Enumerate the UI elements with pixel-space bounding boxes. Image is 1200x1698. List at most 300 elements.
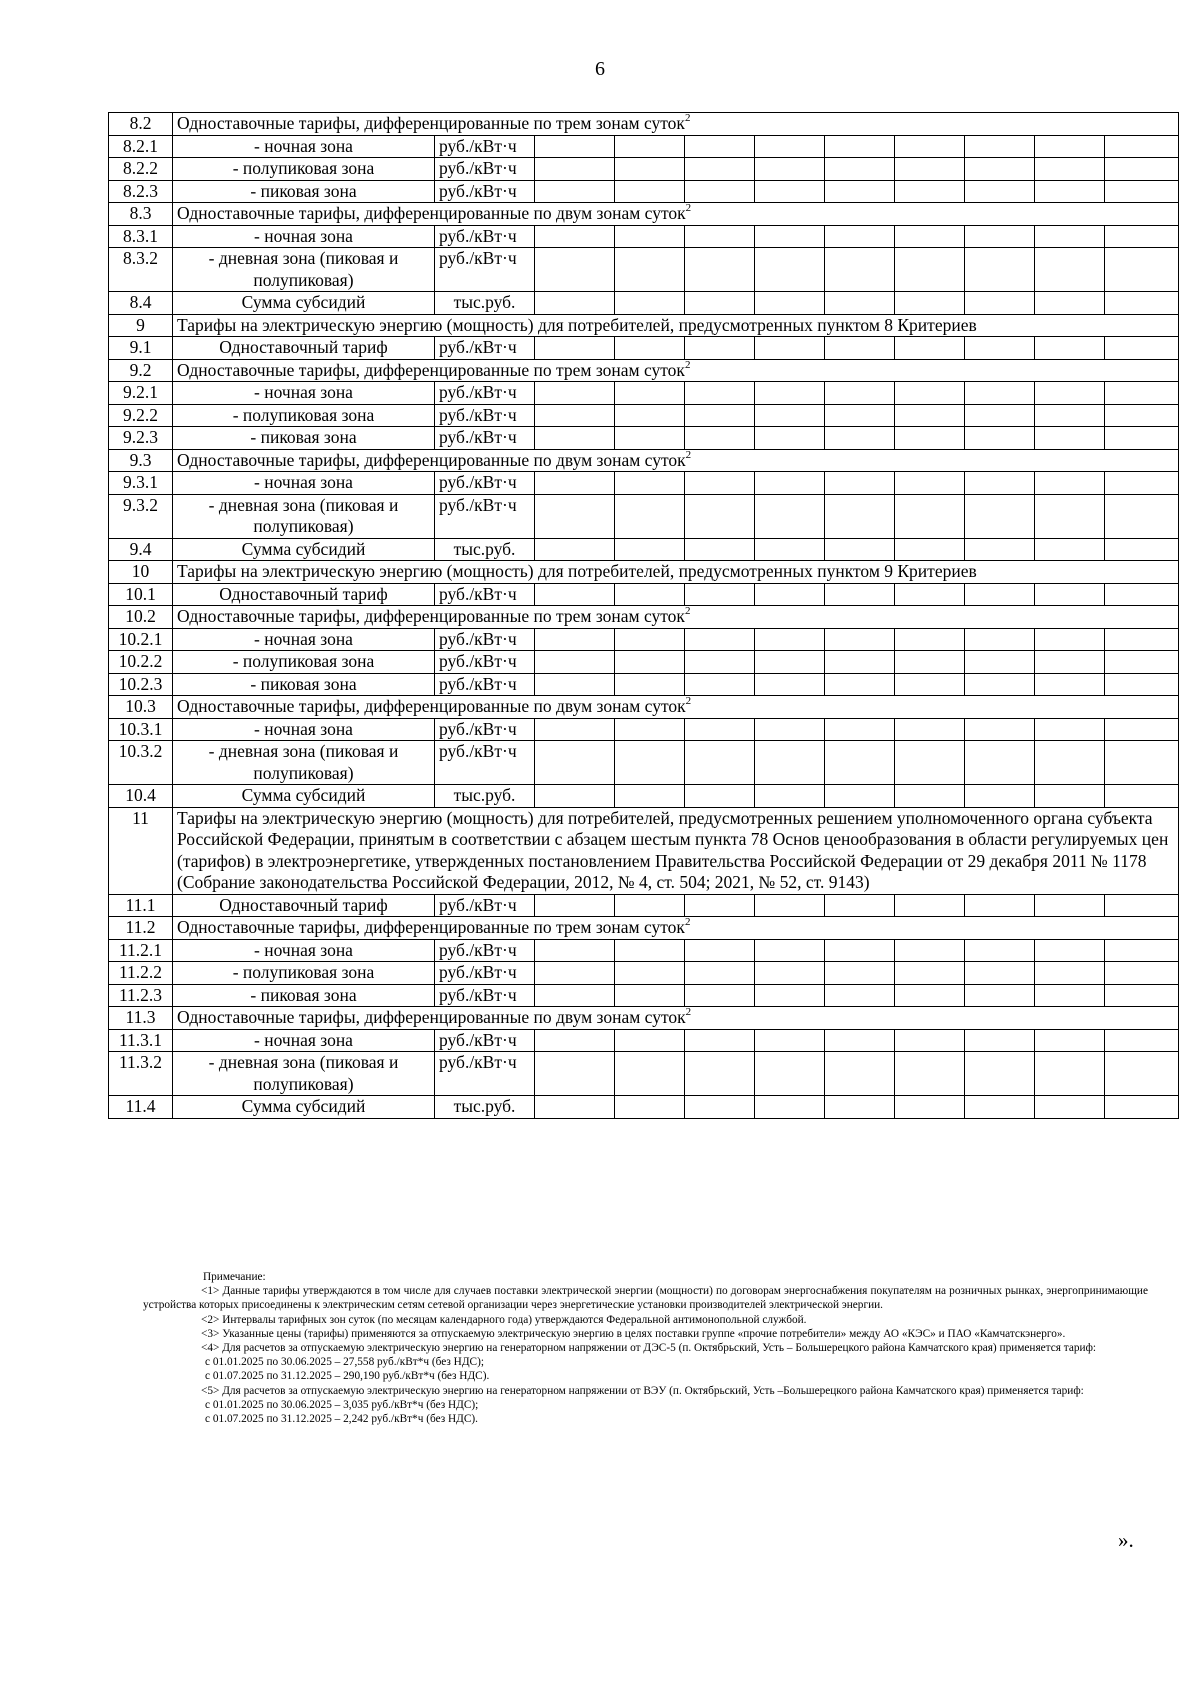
value-cell <box>755 628 825 651</box>
section-title <box>173 203 1179 226</box>
value-cell <box>1035 180 1105 203</box>
value-cell <box>535 180 615 203</box>
value-cell <box>535 962 615 985</box>
value-cell <box>825 939 895 962</box>
value-cell <box>825 962 895 985</box>
value-cell <box>755 962 825 985</box>
value-cell <box>1035 718 1105 741</box>
value-cell <box>685 718 755 741</box>
value-cell <box>615 741 685 785</box>
value-cell <box>535 248 615 292</box>
table-row <box>109 785 1179 808</box>
value-cell <box>1105 651 1179 674</box>
value-cell <box>825 292 895 315</box>
value-cell <box>965 894 1035 917</box>
value-cell <box>825 225 895 248</box>
value-cell <box>615 382 685 405</box>
section-row <box>109 1007 1179 1030</box>
value-cell <box>615 583 685 606</box>
indicator-name: - полупиковая зона <box>173 962 435 985</box>
indicator-name: - полупиковая зона <box>173 404 435 427</box>
note-5-period-1: с 01.01.2025 по 30.06.2025 – 3,035 руб./кВт*ч (без НДС); <box>205 1398 479 1411</box>
indicator-name: - ночная зона <box>173 939 435 962</box>
row-number: 9.3.2 <box>109 494 173 538</box>
value-cell <box>825 651 895 674</box>
value-cell <box>895 225 965 248</box>
table-row <box>109 962 1179 985</box>
value-cell <box>1105 538 1179 561</box>
table-row <box>109 248 1179 292</box>
note-2: <2> Интервалы тарифных зон суток (по месяцам календарного года) утверждаются Федеральной антимонопольной службой. <box>201 1313 807 1326</box>
value-cell <box>1035 404 1105 427</box>
value-cell <box>965 382 1035 405</box>
row-number: 11.3 <box>109 1007 173 1030</box>
value-cell <box>685 225 755 248</box>
row-number: 9.3 <box>109 449 173 472</box>
value-cell <box>895 984 965 1007</box>
value-cell <box>685 628 755 651</box>
table-row <box>109 1029 1179 1052</box>
value-cell <box>755 404 825 427</box>
value-cell <box>965 427 1035 450</box>
indicator-name: - ночная зона <box>173 1029 435 1052</box>
value-cell <box>1105 180 1179 203</box>
value-cell <box>755 180 825 203</box>
value-cell <box>685 494 755 538</box>
unit-of-measure: руб./кВт·ч <box>435 718 535 741</box>
section-title <box>173 696 1179 719</box>
unit-of-measure: руб./кВт·ч <box>435 628 535 651</box>
value-cell <box>895 494 965 538</box>
value-cell <box>755 135 825 158</box>
value-cell <box>1105 939 1179 962</box>
value-cell <box>615 651 685 674</box>
table-row <box>109 494 1179 538</box>
value-cell <box>965 404 1035 427</box>
value-cell <box>965 180 1035 203</box>
value-cell <box>685 651 755 674</box>
value-cell <box>685 180 755 203</box>
section-title <box>173 807 1179 894</box>
value-cell <box>615 292 685 315</box>
value-cell <box>895 651 965 674</box>
value-cell <box>1035 651 1105 674</box>
value-cell <box>1035 984 1105 1007</box>
unit-of-measure: руб./кВт·ч <box>435 1029 535 1052</box>
value-cell <box>1105 135 1179 158</box>
value-cell <box>965 158 1035 181</box>
value-cell <box>685 894 755 917</box>
value-cell <box>965 1052 1035 1096</box>
row-number: 11.2.3 <box>109 984 173 1007</box>
section-title-text: Одноставочные тарифы, дифференцированные по двум зонам суток <box>177 449 686 470</box>
section-title <box>173 449 1179 472</box>
value-cell <box>825 135 895 158</box>
value-cell <box>895 135 965 158</box>
value-cell <box>895 1029 965 1052</box>
value-cell <box>895 673 965 696</box>
value-cell <box>535 718 615 741</box>
value-cell <box>1035 1096 1105 1119</box>
value-cell <box>825 673 895 696</box>
value-cell <box>615 135 685 158</box>
value-cell <box>1035 337 1105 360</box>
indicator-name: - ночная зона <box>173 628 435 651</box>
row-number: 10.1 <box>109 583 173 606</box>
tariff-table-body <box>109 113 1179 1119</box>
unit-of-measure: руб./кВт·ч <box>435 158 535 181</box>
value-cell <box>685 741 755 785</box>
section-row <box>109 696 1179 719</box>
value-cell <box>685 673 755 696</box>
table-row <box>109 538 1179 561</box>
value-cell <box>535 1052 615 1096</box>
indicator-name: - полупиковая зона <box>173 651 435 674</box>
value-cell <box>1035 673 1105 696</box>
table-row <box>109 718 1179 741</box>
row-number: 11.2.1 <box>109 939 173 962</box>
value-cell <box>825 984 895 1007</box>
row-number: 10.3.1 <box>109 718 173 741</box>
value-cell <box>685 472 755 495</box>
table-row <box>109 158 1179 181</box>
value-cell <box>1105 628 1179 651</box>
value-cell <box>1035 894 1105 917</box>
table-row <box>109 741 1179 785</box>
indicator-name: Сумма субсидий <box>173 785 435 808</box>
value-cell <box>1035 158 1105 181</box>
value-cell <box>1105 248 1179 292</box>
value-cell <box>535 785 615 808</box>
unit-of-measure: руб./кВт·ч <box>435 962 535 985</box>
value-cell <box>535 225 615 248</box>
indicator-name: - дневная зона (пиковая и полупиковая) <box>173 494 435 538</box>
value-cell <box>535 939 615 962</box>
value-cell <box>685 292 755 315</box>
indicator-name: - ночная зона <box>173 135 435 158</box>
value-cell <box>685 404 755 427</box>
value-cell <box>825 741 895 785</box>
row-number: 8.4 <box>109 292 173 315</box>
row-number: 8.2.3 <box>109 180 173 203</box>
closing-quote: ». <box>1118 1528 1134 1552</box>
row-number: 8.2.2 <box>109 158 173 181</box>
value-cell <box>755 939 825 962</box>
table-row <box>109 180 1179 203</box>
table-row <box>109 673 1179 696</box>
row-number: 9.1 <box>109 337 173 360</box>
value-cell <box>535 1029 615 1052</box>
value-cell <box>755 741 825 785</box>
value-cell <box>1035 248 1105 292</box>
row-number: 10.2.2 <box>109 651 173 674</box>
value-cell <box>685 785 755 808</box>
value-cell <box>1105 158 1179 181</box>
footnote-mark: 2 <box>684 112 691 124</box>
section-title-text: Одноставочные тарифы, дифференцированные по трем зонам суток <box>177 606 685 626</box>
note-5: <5> Для расчетов за отпускаемую электрическую энергию на генераторном напряжении от ВЭУ (п. Октябрьский, Усть –Большерецкого района Камчатского края) применяется тариф: <box>201 1384 1084 1397</box>
unit-of-measure: руб./кВт·ч <box>435 494 535 538</box>
value-cell <box>1105 741 1179 785</box>
table-row <box>109 292 1179 315</box>
row-number: 9.4 <box>109 538 173 561</box>
value-cell <box>685 382 755 405</box>
value-cell <box>965 538 1035 561</box>
section-title <box>173 917 1179 940</box>
value-cell <box>755 472 825 495</box>
table-row <box>109 984 1179 1007</box>
value-cell <box>755 583 825 606</box>
value-cell <box>895 158 965 181</box>
value-cell <box>755 1052 825 1096</box>
value-cell <box>755 984 825 1007</box>
section-row <box>109 807 1179 894</box>
unit-of-measure: руб./кВт·ч <box>435 135 535 158</box>
value-cell <box>895 741 965 785</box>
section-row <box>109 314 1179 337</box>
value-cell <box>615 1052 685 1096</box>
value-cell <box>755 225 825 248</box>
indicator-name: Одноставочный тариф <box>173 337 435 360</box>
section-row <box>109 113 1179 136</box>
indicator-name: - пиковая зона <box>173 427 435 450</box>
value-cell <box>755 382 825 405</box>
indicator-name: - полупиковая зона <box>173 158 435 181</box>
value-cell <box>895 962 965 985</box>
value-cell <box>895 382 965 405</box>
value-cell <box>965 962 1035 985</box>
value-cell <box>685 337 755 360</box>
table-row <box>109 427 1179 450</box>
value-cell <box>825 248 895 292</box>
value-cell <box>615 538 685 561</box>
value-cell <box>535 337 615 360</box>
value-cell <box>965 583 1035 606</box>
unit-of-measure: руб./кВт·ч <box>435 583 535 606</box>
value-cell <box>825 538 895 561</box>
unit-of-measure: руб./кВт·ч <box>435 248 535 292</box>
value-cell <box>1035 225 1105 248</box>
value-cell <box>895 472 965 495</box>
value-cell <box>825 583 895 606</box>
value-cell <box>615 337 685 360</box>
value-cell <box>965 225 1035 248</box>
value-cell <box>965 1029 1035 1052</box>
unit-of-measure: руб./кВт·ч <box>435 472 535 495</box>
row-number: 11 <box>109 807 173 894</box>
value-cell <box>965 337 1035 360</box>
row-number: 8.2 <box>109 113 173 136</box>
unit-of-measure: тыс.руб. <box>435 1096 535 1119</box>
unit-of-measure: руб./кВт·ч <box>435 651 535 674</box>
unit-of-measure: руб./кВт·ч <box>435 225 535 248</box>
value-cell <box>615 472 685 495</box>
value-cell <box>825 785 895 808</box>
unit-of-measure: руб./кВт·ч <box>435 404 535 427</box>
value-cell <box>755 494 825 538</box>
value-cell <box>1105 962 1179 985</box>
section-title-text: Одноставочные тарифы, дифференцированные по трем зонам суток <box>177 113 685 133</box>
value-cell <box>755 785 825 808</box>
footnote-mark: 2 <box>684 605 691 617</box>
value-cell <box>825 180 895 203</box>
section-title-text: Тарифы на электрическую энергию (мощность) для потребителей, предусмотренных решением уполномоченного органа субъекта Российской Федерации, принятым в соответствии с абзацем шестым пункта 78 Основ ценообразования в области регулируемых цен (тарифов) в электроэнергетике, утвержденных постановлением Правительства Российской Федерации от 29 декабря 2011 № 1178 (Собрание законодательства Российской Федерации, 2012, № 4, ст. 504; 2021, № 52, ст. 9143) <box>177 807 1169 892</box>
value-cell <box>895 628 965 651</box>
value-cell <box>1035 939 1105 962</box>
value-cell <box>685 1052 755 1096</box>
value-cell <box>615 785 685 808</box>
table-row <box>109 894 1179 917</box>
value-cell <box>685 984 755 1007</box>
value-cell <box>535 583 615 606</box>
indicator-name: - дневная зона (пиковая и полупиковая) <box>173 741 435 785</box>
value-cell <box>1105 984 1179 1007</box>
table-row <box>109 472 1179 495</box>
value-cell <box>1035 538 1105 561</box>
table-row <box>109 939 1179 962</box>
value-cell <box>965 673 1035 696</box>
row-number: 10.2 <box>109 606 173 629</box>
value-cell <box>895 1096 965 1119</box>
value-cell <box>1105 472 1179 495</box>
value-cell <box>825 158 895 181</box>
value-cell <box>685 248 755 292</box>
unit-of-measure: руб./кВт·ч <box>435 894 535 917</box>
table-row <box>109 651 1179 674</box>
value-cell <box>825 382 895 405</box>
value-cell <box>1105 673 1179 696</box>
indicator-name: Сумма субсидий <box>173 292 435 315</box>
value-cell <box>615 939 685 962</box>
page-number: 6 <box>595 58 605 80</box>
table-row <box>109 583 1179 606</box>
value-cell <box>755 651 825 674</box>
tariff-table <box>108 112 1179 1119</box>
value-cell <box>895 180 965 203</box>
section-title <box>173 359 1179 382</box>
notes <box>143 1270 1148 1426</box>
value-cell <box>535 135 615 158</box>
value-cell <box>1105 1029 1179 1052</box>
section-title-text: Тарифы на электрическую энергию (мощность) для потребителей, предусмотренных пунктом 8 Критериев <box>177 314 977 335</box>
section-row <box>109 606 1179 629</box>
unit-of-measure: руб./кВт·ч <box>435 984 535 1007</box>
value-cell <box>895 248 965 292</box>
value-cell <box>965 718 1035 741</box>
note-3: <3> Указанные цены (тарифы) применяются за отпускаемую электрическую энергию в целях поставки группе «прочие потребители» между АО «КЭС» и ПАО «Камчатскэнерго». <box>201 1327 1066 1340</box>
value-cell <box>535 382 615 405</box>
value-cell <box>685 135 755 158</box>
section-title-text: Одноставочные тарифы, дифференцированные по двум зонам суток <box>177 696 686 716</box>
table-row <box>109 225 1179 248</box>
indicator-name: Сумма субсидий <box>173 538 435 561</box>
value-cell <box>535 404 615 427</box>
value-cell <box>1035 962 1105 985</box>
value-cell <box>535 292 615 315</box>
value-cell <box>1035 427 1105 450</box>
value-cell <box>1105 292 1179 315</box>
section-title-text: Одноставочные тарифы, дифференцированные по двум зонам суток <box>177 203 686 223</box>
table-row <box>109 382 1179 405</box>
note-4: <4> Для расчетов за отпускаемую электрическую энергию на генераторном напряжении от ДЭС-5 (п. Октябрьский, Усть – Большерецкого района Камчатского края) применяется тариф: <box>201 1342 1097 1355</box>
row-number: 11.2 <box>109 917 173 940</box>
row-number: 10.2.1 <box>109 628 173 651</box>
value-cell <box>825 628 895 651</box>
value-cell <box>1035 382 1105 405</box>
value-cell <box>615 180 685 203</box>
section-row <box>109 561 1179 584</box>
section-title-text: Тарифы на электрическую энергию (мощность) для потребителей, предусмотренных пунктом 9 Критериев <box>177 561 977 581</box>
footnote-mark: 2 <box>684 916 691 928</box>
value-cell <box>965 628 1035 651</box>
value-cell <box>1105 337 1179 360</box>
row-number: 10 <box>109 561 173 584</box>
row-number: 10.2.3 <box>109 673 173 696</box>
indicator-name: Одноставочный тариф <box>173 583 435 606</box>
value-cell <box>1035 292 1105 315</box>
value-cell <box>965 741 1035 785</box>
value-cell <box>615 1029 685 1052</box>
value-cell <box>535 427 615 450</box>
value-cell <box>535 673 615 696</box>
section-title <box>173 1007 1179 1030</box>
row-number: 9.3.1 <box>109 472 173 495</box>
table-row <box>109 1096 1179 1119</box>
value-cell <box>895 939 965 962</box>
value-cell <box>685 158 755 181</box>
footnote-mark: 2 <box>684 358 691 371</box>
value-cell <box>895 785 965 808</box>
value-cell <box>535 158 615 181</box>
row-number: 11.2.2 <box>109 962 173 985</box>
value-cell <box>615 673 685 696</box>
note-4-period-1: с 01.01.2025 по 30.06.2025 – 27,558 руб./кВт*ч (без НДС); <box>205 1356 484 1369</box>
value-cell <box>965 651 1035 674</box>
row-number: 9 <box>109 314 173 337</box>
indicator-name: - пиковая зона <box>173 984 435 1007</box>
value-cell <box>1035 135 1105 158</box>
unit-of-measure: тыс.руб. <box>435 292 535 315</box>
value-cell <box>1105 494 1179 538</box>
footnote-mark: 2 <box>685 448 692 461</box>
section-title <box>173 606 1179 629</box>
unit-of-measure: руб./кВт·ч <box>435 382 535 405</box>
value-cell <box>1035 494 1105 538</box>
value-cell <box>965 1096 1035 1119</box>
unit-of-measure: руб./кВт·ч <box>435 1052 535 1096</box>
value-cell <box>1105 225 1179 248</box>
value-cell <box>895 538 965 561</box>
section-title-text: Одноставочные тарифы, дифференцированные по трем зонам суток <box>177 359 685 380</box>
value-cell <box>755 718 825 741</box>
value-cell <box>825 494 895 538</box>
value-cell <box>825 718 895 741</box>
row-number: 8.3.1 <box>109 225 173 248</box>
value-cell <box>1105 583 1179 606</box>
row-number: 9.2.2 <box>109 404 173 427</box>
value-cell <box>535 984 615 1007</box>
value-cell <box>615 894 685 917</box>
value-cell <box>895 427 965 450</box>
value-cell <box>825 1052 895 1096</box>
value-cell <box>535 651 615 674</box>
value-cell <box>685 1029 755 1052</box>
value-cell <box>535 628 615 651</box>
row-number: 10.3.2 <box>109 741 173 785</box>
value-cell <box>1105 427 1179 450</box>
indicator-name: - дневная зона (пиковая и полупиковая) <box>173 248 435 292</box>
unit-of-measure: тыс.руб. <box>435 538 535 561</box>
